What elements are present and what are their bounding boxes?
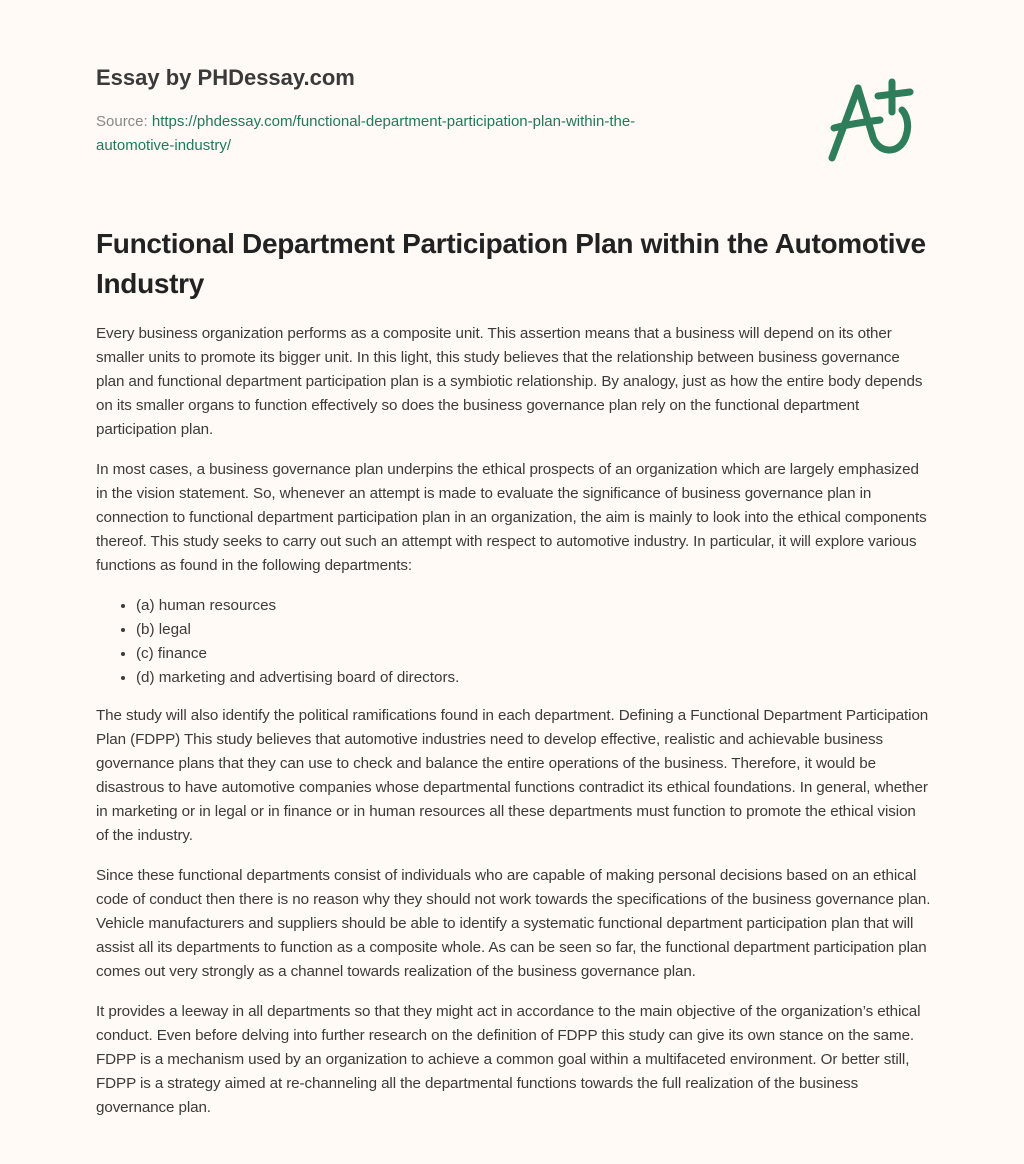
list-item: • (d) marketing and advertising board of directors. xyxy=(136,666,932,690)
list-item: • (c) finance xyxy=(136,642,932,666)
site-title: Essay by PHDessay.com xyxy=(96,65,355,90)
departments-list xyxy=(96,594,932,690)
paragraph: Since these functional departments consist of individuals who are capable of making personal decisions based on an ethical code of conduct then there is no reason why they should not work towards the specifications of the business governance plan. Vehicle manufacturers and suppliers should be able to identify a systematic functional department participation plan that will assist all its departments to function as a composite whole. As can be seen so far, the functional department participation plan comes out very strongly as a channel towards realization of the business governance plan. xyxy=(96,867,931,980)
source-link-line2: automotive-industry/ xyxy=(96,137,232,154)
paragraph: The study will also identify the political ramifications found in each department. Defining a Functional Department Participation Plan (FDPP) This study believes that automotive industries need to develop effective, realistic and achievable business governance plans that they can use to check and balance the entire operations of the business. Therefore, it would be disastrous to have automotive companies whose departmental functions contradict its ethical foundations. In general, whether in marketing or in legal or in finance or in human resources all these departments must function to promote the ethical vision of the industry. xyxy=(96,707,929,844)
source-line xyxy=(96,110,736,158)
list-item: • (b) legal xyxy=(136,618,932,642)
source-label: Source: xyxy=(96,113,148,130)
paragraph: Every business organization performs as a composite unit. This assertion means that a business will depend on its other smaller units to promote its bigger unit. In this light, this study believes that the relationship between business governance plan and functional department participation plan is a symbiotic relationship. By analogy, just as how the entire body depends on its smaller organs to function effectively so does the business governance plan rely on the functional department participation plan. xyxy=(96,325,923,438)
article-title: Functional Department Participation Plan within the Automotive Industry xyxy=(96,228,926,299)
source-link-line1: https://phdessay.com/functional-department-participation-plan-within-the- xyxy=(151,113,636,130)
paragraph: It provides a leeway in all departments so that they might act in accordance to the main objective of the organization’s ethical conduct. Even before delving into further research on the definition of FDPP this study can give its own stance on the same. FDPP is a mechanism used by an organization to achieve a common goal within a multifaceted environment. Or better still, FDPP is a strategy aimed at re-channeling all the departmental functions towards the full realization of the business governance plan. xyxy=(96,1003,921,1116)
list-item: • (a) human resources xyxy=(136,594,932,618)
a-plus-grade-icon xyxy=(820,62,930,172)
paragraph: In most cases, a business governance plan underpins the ethical prospects of an organization which are largely emphasized in the vision statement. So, whenever an attempt is made to evaluate the significance of business governance plan in connection to functional department participation plan in an organization, the aim is mainly to look into the ethical components thereof. This study seeks to carry out such an attempt with respect to automotive industry. In particular, it will explore various functions as found in the following departments: xyxy=(96,461,927,574)
source-link[interactable] xyxy=(96,113,635,154)
site-header xyxy=(96,62,736,158)
article xyxy=(96,224,932,1136)
